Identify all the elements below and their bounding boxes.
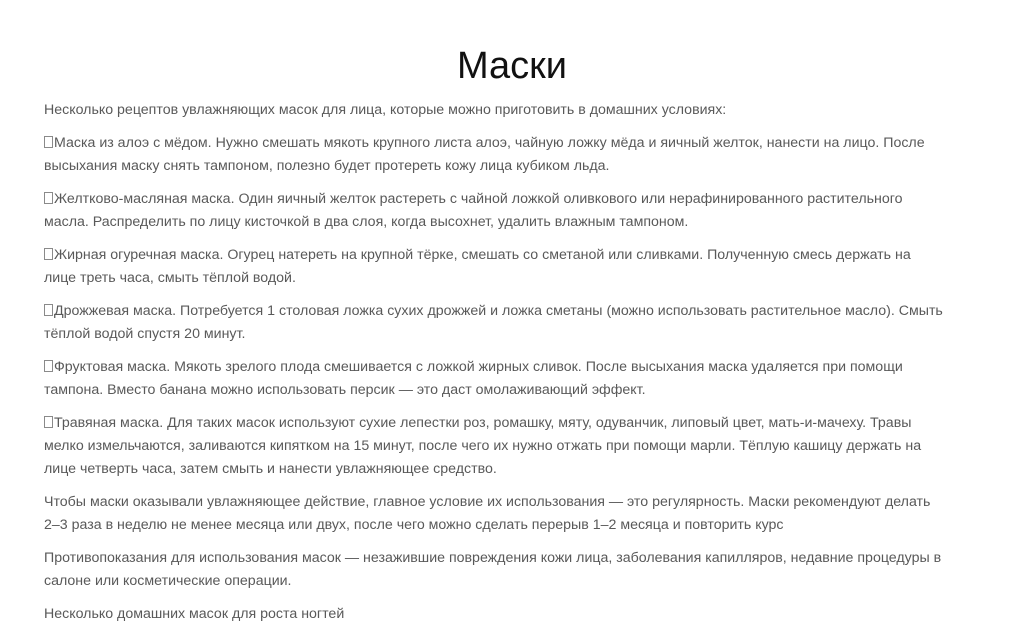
- missing-glyph-box-icon: [44, 136, 53, 148]
- slide-title: Маски: [456, 45, 568, 87]
- list-item-text: Травяная маска. Для таких масок используют сухие лепестки роз, ромашку, мяту, одуванчик, липовый цвет, мать-и-мачеху. Травы мелко измельчаются, заливаются кипятком на 15 минут, после чего их нужно отжать при помощи марли. Тёплую кашицу держать на лице четверть часа, затем смыть и нанести увлажняющее средство.: [44, 415, 922, 477]
- list-item: [44, 412, 944, 481]
- contraindications-paragraph: Противопоказания для использования масок — незажившие повреждения кожи лица, заболевания капилляров, недавние процедуры в салоне или косметические операции.: [44, 550, 942, 589]
- missing-glyph-box-icon: [44, 248, 53, 260]
- list-item-text: Фруктовая маска. Мякоть зрелого плода смешивается с ложкой жирных сливок. После высыхания маска удаляется при помощи тампона. Вместо банана можно использовать персик — это даст омолаживающий эффект.: [44, 359, 903, 398]
- missing-glyph-box-icon: [44, 304, 53, 316]
- list-item: [44, 300, 944, 346]
- missing-glyph-box-icon: [44, 416, 53, 428]
- list-item-text: Жирная огуречная маска. Огурец натереть на крупной тёрке, смешать со сметаной или сливками. Полученную смесь держать на лице треть часа, смыть тёплой водой.: [44, 247, 911, 286]
- list-item: [44, 244, 944, 290]
- list-item-text: Желтково-масляная маска. Один яичный желток растереть с чайной ложкой оливкового или нерафинированного растительного масла. Распределить по лицу кисточкой в два слоя, когда высохнет, удалить влажным тампоном.: [44, 191, 903, 230]
- regularity-paragraph: Чтобы маски оказывали увлажняющее действие, главное условие их использования — это регулярность. Маски рекомендуют делать 2–3 раза в неделю не менее месяца или двух, после чего можно сделать перерыв 1–2 месяца и повторить курс: [44, 494, 931, 533]
- list-item: [44, 356, 944, 402]
- list-item: [44, 132, 944, 178]
- missing-glyph-box-icon: [44, 360, 53, 372]
- missing-glyph-box-icon: [44, 192, 53, 204]
- list-item: [44, 188, 944, 234]
- intro-paragraph: Несколько рецептов увлажняющих масок для лица, которые можно приготовить в домашних условиях:: [44, 102, 727, 118]
- list-item-text: Маска из алоэ с мёдом. Нужно смешать мякоть крупного листа алоэ, чайную ложку мёда и яичный желток, нанести на лицо. После высыхания маску снять тампоном, полезно будет протереть кожу лица кубиком льда.: [44, 135, 925, 174]
- nails-paragraph: Несколько домашних масок для роста ногтей: [44, 606, 345, 622]
- slide-body: [44, 99, 944, 636]
- list-item-text: Дрожжевая маска. Потребуется 1 столовая ложка сухих дрожжей и ложка сметаны (можно использовать растительное масло). Смыть тёплой водой спустя 20 минут.: [44, 303, 943, 342]
